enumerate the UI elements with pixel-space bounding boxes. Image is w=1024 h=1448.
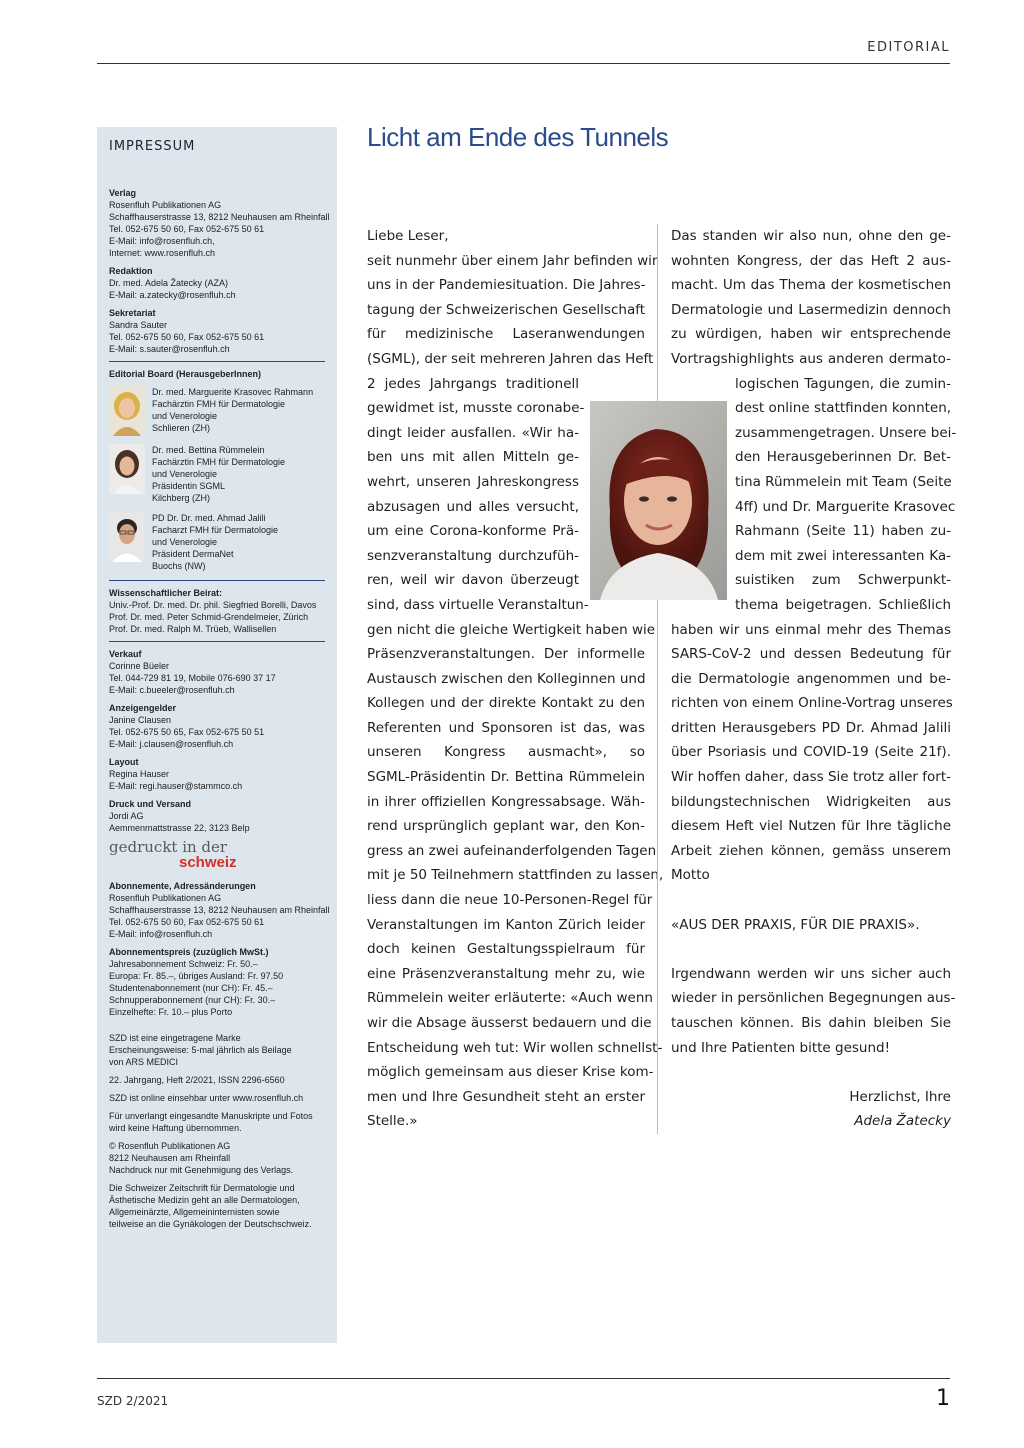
- article-text-line: Austausch zwischen den Kolleginnen und: [367, 670, 646, 687]
- verkauf-label: Verkauf: [109, 649, 142, 659]
- article-text-line: den Herausgeberinnen Dr. Bet-: [735, 449, 951, 466]
- divider: [109, 641, 325, 642]
- impressum-heading: IMPRESSUM: [109, 139, 196, 154]
- verlag-block: [109, 187, 330, 259]
- abopreis-line: Europa: Fr. 85.–, übriges Ausland: Fr. 97.50: [109, 971, 284, 981]
- board-member-line: Facharzt FMH für Dermatologie: [152, 525, 279, 535]
- motto: «AUS DER PRAXIS, FÜR DIE PRAXIS».: [671, 916, 920, 933]
- druck-line: Jordi AG: [109, 811, 144, 821]
- note-block: [109, 1032, 325, 1068]
- article-text-line: Liebe Leser,: [367, 228, 449, 244]
- article-text-line: wir die Absage äusserst bedauern und die: [367, 1015, 652, 1031]
- article-text-line: ben uns mit allen Mitteln ge-: [367, 449, 579, 466]
- article-text-line: SGML-Präsidentin Dr. Bettina Rümmelein: [367, 769, 645, 786]
- article-text-line: dingt leider ausfallen. «Wir ha-: [367, 424, 579, 441]
- redaktion-label: Redaktion: [109, 266, 153, 276]
- board-member-line: Fachärztin FMH für Dermatologie: [152, 399, 286, 409]
- article-text-line: Referenten und Sponsoren ist das, was: [367, 719, 645, 736]
- article-text-line: gress an zwei aufeinanderfolgenden Tagen: [367, 842, 657, 859]
- article-text-line: für medizinische Laseranwendungen: [367, 326, 645, 343]
- board-member-line: Kilchberg (ZH): [152, 493, 211, 503]
- note-line: Erscheinungsweise: 5-mal jährlich als Beilage: [109, 1045, 292, 1055]
- signature: Adela Žatecky: [854, 1113, 951, 1130]
- druck-block: [109, 798, 325, 834]
- article-text-line: um eine Corona-konforme Prä-: [367, 523, 579, 540]
- article-text-line: Entscheidung weh tut: Wir wollen schnellst-: [367, 1039, 663, 1056]
- article-text-line: uns in der Pandemiesituation. Die Jahres-: [367, 277, 646, 294]
- note-line: Allgemeinärzte, Allgemeininternisten sowie: [109, 1207, 280, 1217]
- note-line: Für unverlangt eingesandte Manuskripte und Fotos: [109, 1111, 313, 1121]
- note-block: [109, 1110, 325, 1134]
- verlag-website[interactable]: Internet: www.rosenfluh.ch: [109, 248, 216, 258]
- board-member-line: und Venerologie: [152, 411, 218, 421]
- article-text-line: Arbeit ziehen können, gemäss unserem: [671, 842, 951, 859]
- sekretariat-email[interactable]: E-Mail: s.sauter@rosenfluh.ch: [109, 344, 230, 354]
- druck-label: Druck und Versand: [109, 799, 192, 809]
- logo-text: schweiz: [179, 854, 237, 871]
- article-text-line: (SGML), der seit mehreren Jahren das Heft: [367, 350, 654, 367]
- article-text-line: möglich gemeinsam aus dieser Krise kom-: [367, 1064, 654, 1081]
- board-member-line: Buochs (NW): [152, 561, 206, 571]
- sekretariat-block: [109, 307, 325, 355]
- board-member-line: Schlieren (ZH): [152, 423, 211, 433]
- verlag-line: Schaffhauserstrasse 13, 8212 Neuhausen am Rheinfall: [109, 212, 330, 222]
- divider: [109, 361, 325, 362]
- article-column-right: [671, 224, 957, 1134]
- sekretariat-label: Sekretariat: [109, 308, 156, 318]
- beirat-label: Wissenschaftlicher Beirat:: [109, 588, 222, 598]
- closing: Herzlichst, Ihre: [849, 1088, 951, 1105]
- abopreis-line: Jahresabonnement Schweiz: Fr. 50.–: [109, 959, 258, 969]
- article-text-line: Kollegen und der direkte Kontakt zu den: [367, 695, 645, 712]
- article-text-line: men und Ihre Gesundheit steht an erster: [367, 1088, 645, 1105]
- article-text-line: und Ihre Patienten bitte gesund!: [671, 1039, 891, 1056]
- note-line: © Rosenfluh Publikationen AG: [109, 1141, 231, 1151]
- board-member-line: PD Dr. Dr. med. Ahmad Jalili: [152, 513, 266, 523]
- article-text-line: macht. Um das Thema der kosmetischen: [671, 277, 951, 294]
- sekretariat-line: Tel. 052-675 50 60, Fax 052-675 50 61: [109, 332, 265, 342]
- article-text-line: logischen Tagungen, die zumin-: [735, 375, 951, 392]
- abo-email[interactable]: E-Mail: info@rosenfluh.ch: [109, 929, 213, 939]
- article-text-line: sind, dass virtuelle Veranstaltun-: [367, 596, 589, 613]
- avatar: [109, 512, 145, 562]
- article-text-line: rend ursprünglich geplant war, den Kon-: [367, 818, 645, 835]
- note-block: [109, 1140, 325, 1176]
- editor-photo: [590, 401, 727, 600]
- impressum-sidebar: [97, 127, 337, 1343]
- layout-block: [109, 756, 325, 792]
- abo-block: [109, 880, 330, 940]
- divider: [109, 580, 325, 581]
- board-member-line: Dr. med. Marguerite Krasovec Rahmann: [152, 387, 314, 397]
- avatar: [109, 386, 145, 436]
- article-text-line: gewidmet ist, musste coronabe-: [367, 400, 585, 417]
- verkauf-line: Tel. 044-729 81 19, Mobile 076-690 37 17: [109, 673, 276, 683]
- note-block: [109, 1182, 325, 1230]
- board-member-line: Präsidentin SGML: [152, 481, 226, 491]
- avatar: [109, 444, 145, 494]
- note-line: von ARS MEDICI: [109, 1057, 179, 1067]
- article-text-line: seit nunmehr über einem Jahr befinden wir: [367, 252, 658, 269]
- article-text-line: Stelle.»: [367, 1113, 418, 1130]
- article-text-line: senzveranstaltung durchzufüh-: [367, 547, 579, 564]
- article-text-line: bildungstechnischen Widrigkeiten aus: [671, 793, 951, 810]
- article-text-line: dritten Herausgebers PD Dr. Ahmad Jalili: [671, 719, 951, 736]
- article-title: Licht am Ende des Tunnels: [367, 122, 669, 152]
- article-text-line: abzusagen und alles versucht,: [367, 498, 579, 515]
- article-text-line: Vortragshighlights aus anderen dermato-: [671, 350, 951, 367]
- note-block: [109, 1092, 325, 1104]
- article-text-line: wehrt, unseren Jahreskongress: [367, 473, 579, 490]
- verlag-label: Verlag: [109, 188, 137, 198]
- section-label: EDITORIAL: [867, 40, 950, 55]
- article-text-line: Dermatologie und Lasermedizin dennoch: [671, 301, 951, 318]
- article-text-line: 4ff) und Dr. Marguerite Krasovec: [735, 498, 956, 515]
- abo-line: Rosenfluh Publikationen AG: [109, 893, 222, 903]
- article-text-line: Irgendwann werden wir uns sicher auch: [671, 965, 951, 982]
- article-text-line: dest online stattfinden konnten,: [735, 400, 952, 417]
- article-text-line: tagung der Schweizerischen Gesellschaft: [367, 301, 646, 318]
- article-text-line: wohnten Kongress, der das Heft 2 aus-: [671, 252, 951, 269]
- article-text-line: unseren Kongress ausmacht», so: [367, 744, 645, 761]
- article-text-line: tauschen können. Bis dahin bleiben Sie: [671, 1015, 951, 1031]
- paragraph-gap: [671, 888, 951, 913]
- article-text-line: ren, weil wir davon überzeugt: [367, 572, 579, 589]
- verlag-line: Rosenfluh Publikationen AG: [109, 200, 222, 210]
- beirat-block: [109, 587, 325, 635]
- board-member-line: Fachärztin FMH für Dermatologie: [152, 457, 286, 467]
- paragraph-gap: [671, 937, 951, 962]
- redaktion-line: Dr. med. Adela Žatecky (AZA): [109, 278, 229, 288]
- layout-email[interactable]: E-Mail: regi.hauser@stammco.ch: [109, 781, 243, 791]
- article-text-line: mit je 50 Teilnehmern stattfinden zu lassen,: [367, 867, 664, 884]
- article-text-line: liess dann die neue 10-Personen-Regel für: [367, 892, 653, 909]
- article-column-left: [367, 224, 664, 1134]
- redaktion-block: [109, 265, 325, 301]
- abo-line: Schaffhauserstrasse 13, 8212 Neuhausen am Rheinfall: [109, 905, 330, 915]
- article-text-line: zu würdigen, haben wir entsprechende: [671, 326, 951, 343]
- verlag-email[interactable]: E-Mail: info@rosenfluh.ch,: [109, 236, 215, 246]
- note-line: SZD ist online einsehbar unter www.rosenfluh.ch: [109, 1093, 304, 1103]
- verkauf-email[interactable]: E-Mail: c.bueeler@rosenfluh.ch: [109, 685, 235, 695]
- board-title: Editorial Board (HerausgeberInnen): [109, 369, 262, 379]
- abopreis-label: Abonnementspreis (zuzüglich MwSt.): [109, 947, 269, 957]
- article-text-line: Veranstaltungen im Kanton Zürich leider: [367, 916, 645, 933]
- note-block: [109, 1074, 325, 1086]
- article-text-line: tina Rümmelein mit Team (Seite: [735, 473, 952, 490]
- article-text-line: über Psoriasis und COVID-19 (Seite 21f).: [671, 744, 951, 761]
- beirat-line: Univ.-Prof. Dr. med. Dr. phil. Siegfried Borelli, Davos: [109, 600, 317, 610]
- article-text-line: diesem Heft viel Nutzen für Ihre tägliche: [671, 818, 951, 835]
- board-member-line: und Venerologie: [152, 469, 218, 479]
- abopreis-line: Schnupperabonnement (nur CH): Fr. 30.–: [109, 995, 276, 1005]
- note-line: SZD ist eine eingetragene Marke: [109, 1033, 241, 1043]
- page-number: 1: [936, 1386, 950, 1411]
- article-text-line: Rümmelein weiter erläuterte: «Auch wenn: [367, 990, 653, 1007]
- note-line: Die Schweizer Zeitschrift für Dermatologie und: [109, 1183, 295, 1193]
- board-member-line: und Venerologie: [152, 537, 218, 547]
- article-text-line: SARS-CoV-2 und dessen Bedeutung für: [671, 646, 951, 663]
- note-line: wird keine Haftung übernommen.: [109, 1123, 242, 1133]
- abopreis-block: [109, 946, 325, 1018]
- article-text-line: 2 jedes Jahrgangs traditionell: [367, 375, 579, 392]
- footer-rule: [97, 1378, 950, 1379]
- header-rule: [97, 63, 950, 64]
- article-text-line: richten von einem Online-Vortrag unseres: [671, 695, 953, 712]
- board-member: [109, 512, 325, 572]
- note-line: teilweise an die Gynäkologen der Deutschschweiz.: [109, 1219, 312, 1229]
- article-text-line: Motto: [671, 867, 710, 884]
- article-text-line: zusammengetragen. Unsere bei-: [735, 424, 957, 441]
- verkauf-line: Corinne Büeler: [109, 661, 170, 671]
- paragraph-gap: [671, 1060, 951, 1085]
- abopreis-line: Einzelhefte: Fr. 10.– plus Porto: [109, 1007, 233, 1017]
- article-text-line: Wir hoffen daher, dass Sie trotz aller fort-: [671, 769, 951, 786]
- article-text-line: die Dermatologie angenommen und be-: [671, 670, 951, 687]
- abo-label: Abonnemente, Adressänderungen: [109, 881, 256, 891]
- article-text-line: Rahmann (Seite 11) haben zu-: [735, 523, 951, 540]
- beirat-line: Prof. Dr. med. Ralph M. Trüeb, Wallisellen: [109, 624, 277, 634]
- footer-issue: SZD 2/2021: [97, 1394, 169, 1408]
- board-member-line: Präsident DermaNet: [152, 549, 234, 559]
- anzeigen-line: Janine Clausen: [109, 715, 172, 725]
- abo-line: Tel. 052-675 50 60, Fax 052-675 50 61: [109, 917, 265, 927]
- verkauf-block: [109, 648, 325, 696]
- article-text-line: wieder in persönlichen Begegnungen aus-: [671, 990, 956, 1007]
- article-text-line: thema beigetragen. Schließlich: [735, 596, 951, 613]
- article-text-line: dem mit zwei interessanten Ka-: [735, 547, 951, 564]
- article-text-line: Präsenzveranstaltungen. Der informelle: [367, 646, 645, 663]
- anzeigen-label: Anzeigengelder: [109, 703, 177, 713]
- layout-label: Layout: [109, 757, 139, 767]
- note-line: 8212 Neuhausen am Rheinfall: [109, 1153, 231, 1163]
- article-text-line: in ihrer offiziellen Kongressabsage. Wäh-: [367, 793, 645, 810]
- board-member-line: Dr. med. Bettina Rümmelein: [152, 445, 265, 455]
- sekretariat-line: Sandra Sauter: [109, 320, 168, 330]
- druck-line: Aemmenmattstrasse 22, 3123 Belp: [109, 823, 250, 833]
- layout-line: Regina Hauser: [109, 769, 170, 779]
- column-divider: [657, 224, 658, 1134]
- article-text-line: suistiken zum Schwerpunkt-: [735, 572, 951, 589]
- article-text-line: gen nicht die gleiche Wertigkeit haben wie: [367, 621, 656, 638]
- gedruckt-in-der-schweiz-logo: [109, 840, 325, 870]
- verlag-line: Tel. 052-675 50 60, Fax 052-675 50 61: [109, 224, 265, 234]
- board-member: [109, 444, 325, 504]
- board-member: [109, 386, 325, 436]
- logo-text: gedruckt in der: [109, 838, 228, 856]
- article-text-line: doch keinen Gestaltungsspielraum für: [367, 941, 645, 958]
- article-text-line: haben wir uns einmal mehr des Themas: [671, 621, 951, 638]
- beirat-line: Prof. Dr. med. Peter Schmid-Grendelmeier, Zürich: [109, 612, 309, 622]
- anzeigen-block: [109, 702, 325, 750]
- article-text-line: eine Präsenzveranstaltung mehr zu, wie: [367, 965, 645, 982]
- redaktion-email[interactable]: E-Mail: a.zatecky@rosenfluh.ch: [109, 290, 236, 300]
- anzeigen-email[interactable]: E-Mail: j.clausen@rosenfluh.ch: [109, 739, 234, 749]
- note-line: Ästhetische Medizin geht an alle Dermatologen,: [109, 1195, 300, 1205]
- note-line: 22. Jahrgang, Heft 2/2021, ISSN 2296-6560: [109, 1075, 285, 1085]
- abopreis-line: Studentenabonnement (nur CH): Fr. 45.–: [109, 983, 273, 993]
- anzeigen-line: Tel. 052-675 50 65, Fax 052-675 50 51: [109, 727, 265, 737]
- article-text-line: Das standen wir also nun, ohne den ge-: [671, 228, 951, 244]
- note-line: Nachdruck nur mit Genehmigung des Verlags.: [109, 1165, 294, 1175]
